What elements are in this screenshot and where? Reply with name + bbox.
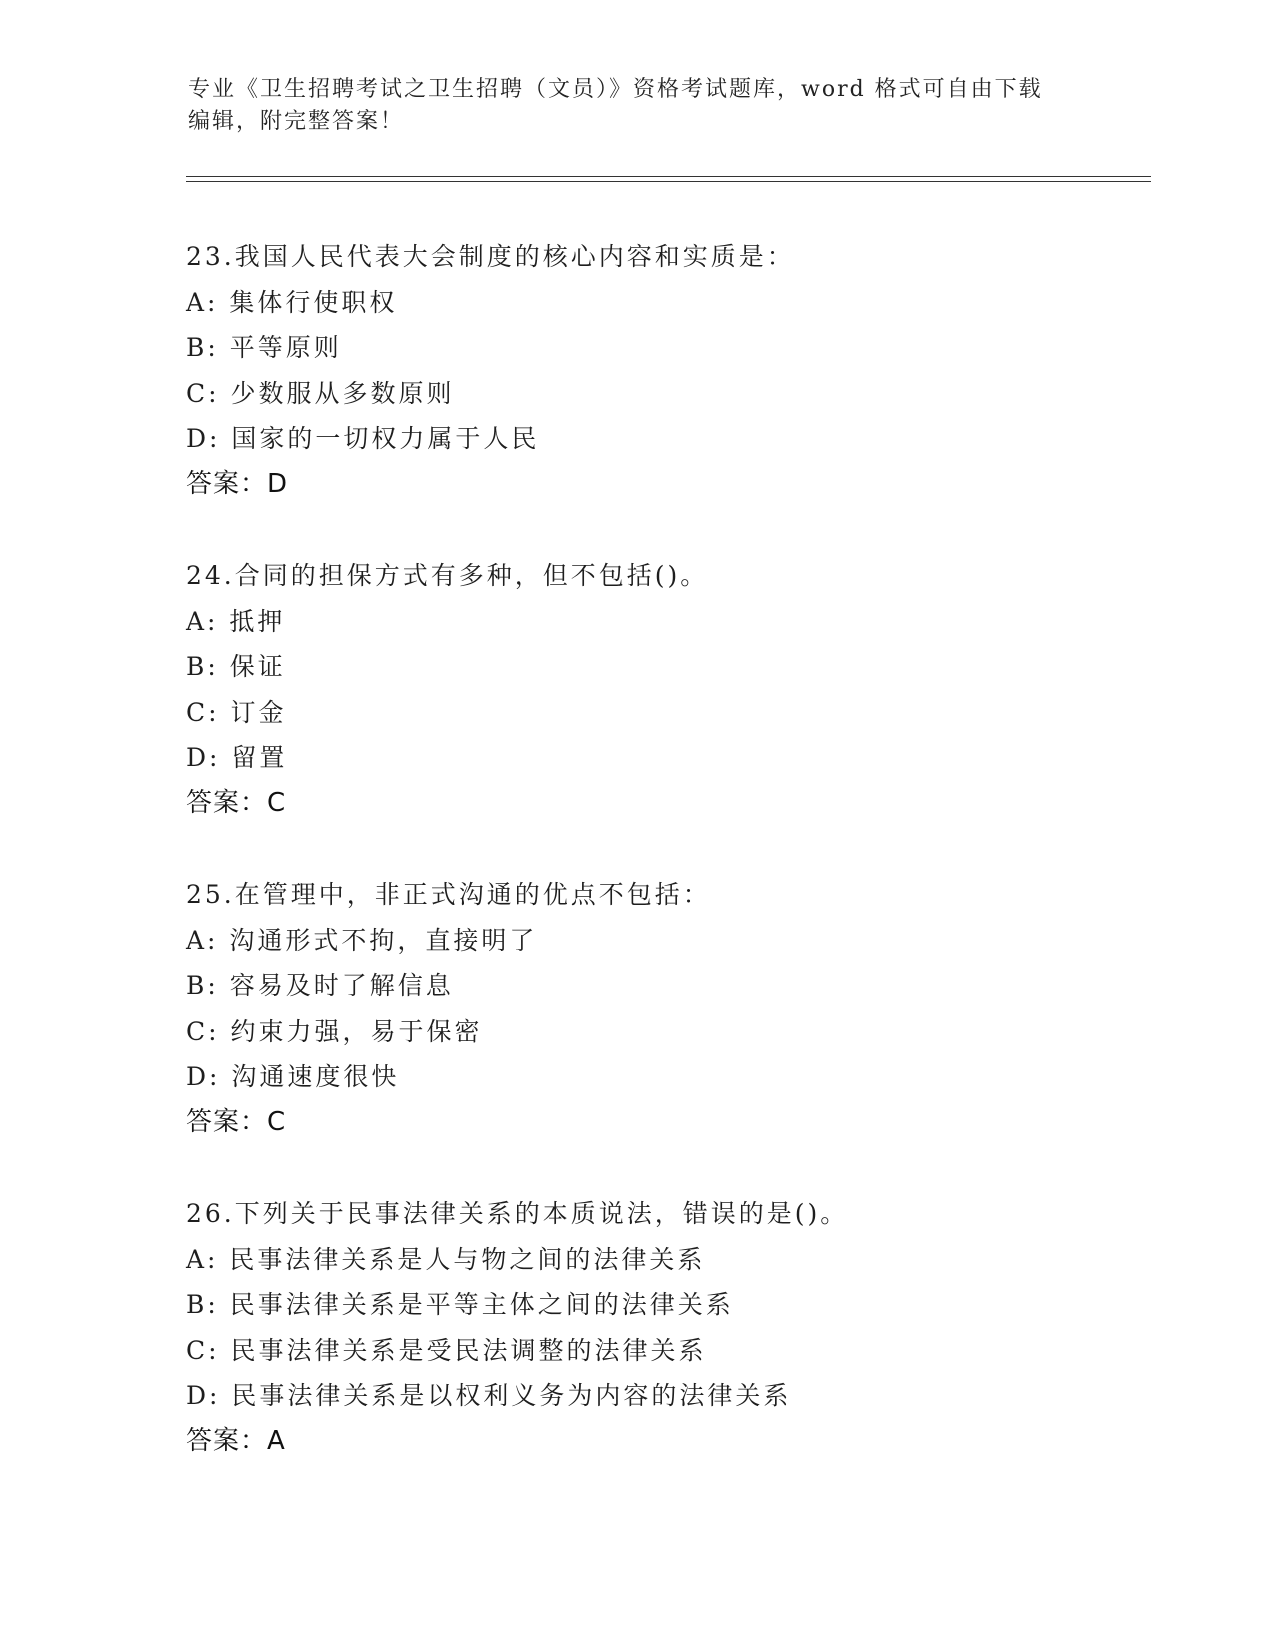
option-a: A: 沟通形式不拘，直接明了 [186, 925, 538, 955]
option-b: B: 容易及时了解信息 [186, 971, 454, 1000]
header-divider-bottom [186, 181, 1151, 182]
option-a: A: 民事法律关系是人与物之间的法律关系 [186, 1244, 706, 1274]
option-c: C: 民事法律关系是受民法调整的法律关系 [186, 1335, 707, 1365]
document-header [188, 74, 1088, 138]
question-stem: 24.合同的担保方式有多种，但不包括()。 [186, 561, 709, 590]
question-block [186, 234, 1166, 507]
option-c: C: 少数服从多数原则 [186, 378, 455, 408]
answer-line: 答案：C [186, 787, 287, 818]
answer-line: 答案：D [186, 468, 289, 499]
option-d: D: 沟通速度很快 [186, 1062, 400, 1091]
option-a: A: 集体行使职权 [186, 287, 398, 317]
option-d: D: 国家的一切权力属于人民 [186, 424, 540, 453]
question-stem: 26.下列关于民事法律关系的本质说法，错误的是()。 [186, 1199, 849, 1228]
answer-line: 答案：C [186, 1106, 287, 1137]
option-c: C: 订金 [186, 697, 287, 727]
option-d: D: 民事法律关系是以权利义务为内容的法律关系 [186, 1381, 792, 1410]
option-b: B: 平等原则 [186, 333, 342, 362]
question-stem: 23.我国人民代表大会制度的核心内容和实质是： [186, 242, 795, 271]
option-a: A: 抵押 [186, 606, 286, 636]
question-stem: 25.在管理中，非正式沟通的优点不包括： [186, 880, 711, 909]
question-block [186, 1191, 1166, 1464]
option-c: C: 约束力强，易于保密 [186, 1016, 483, 1046]
option-b: B: 民事法律关系是平等主体之间的法律关系 [186, 1290, 734, 1319]
answer-line: 答案：A [186, 1425, 286, 1456]
option-d: D: 留置 [186, 743, 288, 772]
header-divider-top [186, 176, 1151, 177]
header-line-2: 编辑，附完整答案！ [188, 109, 405, 134]
question-block [186, 553, 1166, 826]
question-block [186, 872, 1166, 1145]
option-b: B: 保证 [186, 652, 286, 681]
header-line-1: 专业《卫生招聘考试之卫生招聘（文员）》资格考试题库，word 格式可自由下载 [188, 77, 1043, 102]
